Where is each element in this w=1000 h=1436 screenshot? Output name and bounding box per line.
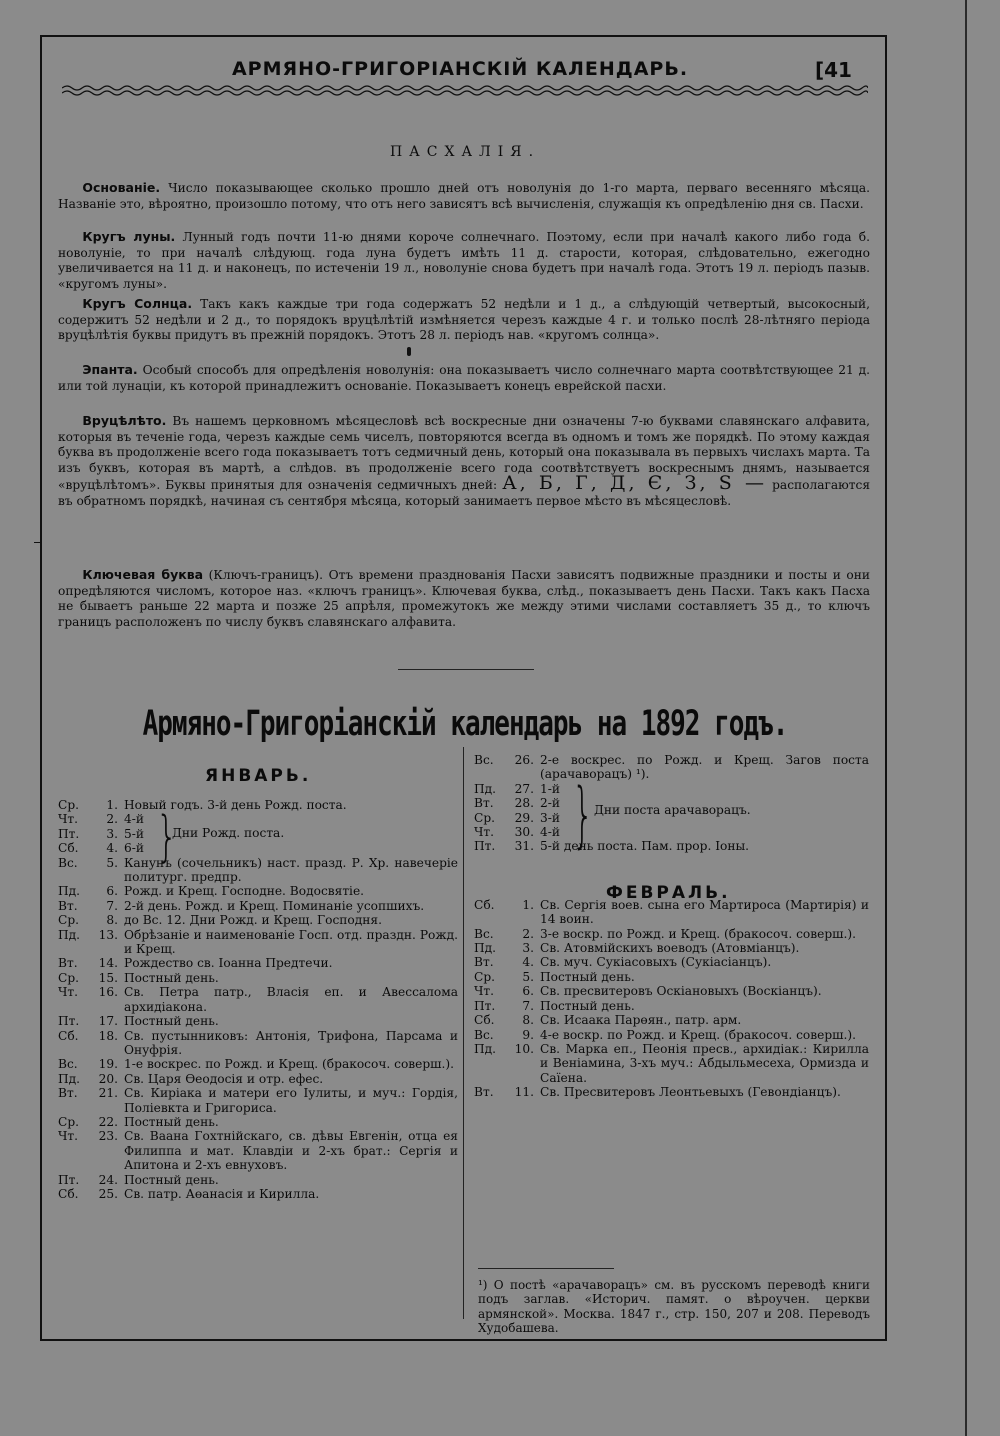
entry-text: Св. Пресвитеровъ Леонтьевыхъ (Гевондіанцъ). [540, 1085, 841, 1100]
day-number: 22. [98, 1114, 118, 1129]
weekday: Ср. [58, 798, 80, 812]
calendar-row [474, 1013, 869, 1027]
entry-text: 1-й [540, 781, 560, 796]
entry-text: Постный день. [124, 970, 219, 985]
calendar-row [58, 1086, 458, 1115]
paragraph-krug-luny [58, 229, 870, 292]
day-number: 1. [106, 798, 118, 812]
section-title: ПАСХАЛІЯ. [389, 144, 541, 160]
group-label: Дни поста арачаворацъ. [594, 802, 751, 817]
paragraph-text: Такъ какъ каждые три года содержатъ 52 недѣли и 1 д., а слѣдующій четвертый, высокосный, содержитъ 52 недѣли и 2 д., то порядокъ вруцѣлѣтій измѣняется черезъ каждые 4 г. и только послѣ 28-лѣтняго періода вруцѣлѣтія буквы придутъ въ прежній порядокъ. Этотъ 28 л. періодъ нав. «кругомъ солнца». [58, 297, 871, 342]
footnote-divider [478, 1268, 614, 1269]
calendar-row [58, 884, 458, 898]
calendar-column-right [474, 753, 869, 1100]
term: Вруцѣлѣто. [82, 413, 167, 428]
paragraph-osnovanie [58, 180, 870, 212]
paragraph-epanta [58, 362, 870, 394]
day-number: 26. [514, 753, 534, 767]
brace-icon: } [156, 805, 178, 870]
paragraph-text: Въ нашемъ церковномъ мѣсяцесловѣ всѣ воскресные дни означены 7-ю буквами славянскаго алфавита, которыя въ теченіе года, черезъ каждые семь чиселъ, повторяются всегда въ одномъ и томъ же порядкѣ. По этому каждая буква въ продолженіе всего года показываетъ тотъ седмичный день, который она показывала въ первыхъ числахъ марта. Та изъ буквъ, которая въ мартѣ, а слѣдов. въ продолженіе всего года соотвѣтствуетъ воскреснымъ днямъ, называется «вруцѣлѣтомъ». Буквы принятыя для означенія седмичныхъ дней: [58, 414, 870, 492]
day-number: 19. [98, 1057, 118, 1072]
month-heading-january: ЯНВАРЬ. [205, 766, 312, 786]
calendar-row [58, 971, 458, 985]
weekday: Сб. [58, 841, 79, 856]
january-column-left [58, 798, 458, 1201]
day-number: 4. [106, 841, 118, 856]
footnote: ¹) О постѣ «арачаворацъ» см. въ русскомъ переводѣ книги подъ заглав. «Историч. памят. о вѣроучен. церкви армянской». Москва. 1847 г., стр. 150, 207 и 208. Переводъ Худобашева. [478, 1278, 870, 1335]
calendar-row [474, 1085, 869, 1099]
weekday: Пд. [474, 781, 497, 796]
day-number: 6. [522, 984, 534, 999]
paragraph-text: (Ключъ-границъ). Отъ времени празднованія Пасхи зависятъ подвижные праздники и посты и они опредѣляются числомъ, которое наз. «ключъ границъ». Ключевая буква, слѣд., показываетъ день Пасхи. Такъ какъ Пасха не бываетъ раньше 22 марта и позже 25 апрѣля, промежутокъ же между этими числами составляетъ 35 д., то ключъ границъ расположенъ по числу буквъ славянскаго алфавита. [58, 568, 871, 629]
weekday: Пд. [474, 1041, 497, 1056]
entry-text: 6-й [124, 841, 144, 856]
weekday: Ср. [474, 969, 496, 984]
entry-text: 3-й [540, 810, 560, 825]
entry-text: Постный день. [124, 1172, 219, 1187]
weekday: Ср. [58, 913, 80, 928]
day-number: 10. [514, 1041, 534, 1056]
entry-text: 4-й [540, 825, 560, 840]
running-header: АРМЯНО-ГРИГОРІАНСКІЙ КАЛЕНДАРЬ. [231, 58, 689, 80]
paragraph-vrucleto [58, 413, 870, 509]
entry-text: Новый годъ. 3-й день Рожд. поста. [124, 798, 347, 812]
weekday: Вт. [58, 956, 78, 971]
entry-text: 3-е воскр. по Рожд. и Крещ. (бракосоч. соверш.). [540, 926, 856, 941]
day-number: 20. [98, 1071, 118, 1086]
entry-text: Св. Исаака Парөян., патр. арм. [540, 1013, 742, 1028]
weekday: Чт. [58, 1129, 79, 1144]
day-number: 24. [98, 1172, 118, 1187]
calendar-row [58, 1173, 458, 1187]
weekday: Пт. [58, 826, 80, 841]
day-number: 3. [522, 941, 534, 956]
entry-text: Св. Ваана Гохтнійскаго, св. дѣвы Евгенін, отца ея Филиппа и мат. Клавдіи и 2-хъ брат.: Сергія и Апитона и 2-хъ евнуховъ. [124, 1129, 458, 1173]
divider [398, 669, 534, 670]
calendar-row [58, 856, 458, 885]
weekday: Вт. [58, 898, 78, 913]
weekday: Пд. [58, 884, 81, 899]
entry-text: Рожд. и Крещ. Господне. Водосвятіе. [124, 884, 365, 899]
calendar-row [58, 841, 458, 855]
entry-text: Постный день. [540, 998, 635, 1013]
weekday: Вс. [58, 855, 78, 870]
calendar-row [474, 955, 869, 969]
entry-text: Обрѣзаніе и наименованіе Госп. отд. праздн. Рожд. и Крещ. [124, 927, 458, 957]
paragraph-text: Особый способъ для опредѣленія новолунія: она показываетъ число солнечнаго марта соотвѣтствующее 21 д. или той лунаціи, къ которой принадлежитъ основаніе. Показываетъ конецъ еврейской пасхи. [58, 363, 870, 393]
weekday: Вт. [474, 955, 494, 970]
calendar-row [58, 1029, 458, 1058]
paragraph-text: Число показывающее сколько прошло дней отъ новолунія до 1-го марта, перваго весенняго мѣсяца. Названіе это, вѣроятно, произошло потому, что отъ него зависятъ всѣ вычисленія, служащія къ опредѣленію дня св. Пасхи. [58, 181, 870, 211]
term: Кругъ Солнца. [82, 296, 193, 311]
weekday: Вт. [474, 796, 494, 811]
calendar-row [474, 825, 869, 839]
day-number: 21. [98, 1086, 118, 1101]
day-number: 17. [98, 1014, 118, 1029]
calendar-row [58, 798, 458, 812]
day-number: 6. [106, 884, 118, 899]
entry-text: Св. пресвитеровъ Оскіановыхъ (Воскіанцъ). [540, 984, 822, 999]
calendar-row [58, 956, 458, 970]
calendar-row [474, 999, 869, 1013]
calendar-title: Армяно-Григоріанскій календарь на 1892 годъ. [142, 704, 788, 745]
slavonic-letters: А, Б, Г, Д, Є, З, Ѕ — [502, 472, 768, 494]
term: Эпанта. [82, 362, 138, 377]
paragraph-klyuch [58, 567, 870, 630]
day-number: 25. [98, 1186, 118, 1201]
calendar-row [474, 782, 869, 796]
entry-text: 1-е воскрес. по Рожд. и Крещ. (бракосоч. соверш.). [124, 1057, 455, 1072]
day-number: 28. [514, 796, 534, 811]
day-number: 15. [98, 970, 118, 985]
calendar-row [474, 1028, 869, 1042]
entry-text: Св. патр. Аөанасія и Кирилла. [124, 1186, 320, 1201]
weekday: Сб. [474, 897, 495, 912]
weekday: Ср. [474, 810, 496, 825]
weekday: Вс. [58, 1057, 78, 1072]
day-number: 4. [522, 955, 534, 970]
weekday: Чт. [474, 825, 495, 840]
weekday: Пд. [58, 927, 81, 942]
calendar-row [58, 928, 458, 957]
entry-text: Св. Сергія воев. сына его Мартироса (Мартирія) и 14 воин. [540, 897, 869, 927]
entry-text: 2-й [540, 796, 560, 811]
calendar-row [58, 1014, 458, 1028]
calendar-row [58, 1129, 458, 1172]
term: Ключевая буква [82, 567, 204, 582]
day-number: 16. [98, 985, 118, 1000]
weekday: Пт. [474, 839, 496, 854]
day-number: 3. [106, 826, 118, 841]
calendar-row [58, 812, 458, 826]
weekday: Сб. [58, 1028, 79, 1043]
weekday: Пт. [58, 1014, 80, 1029]
group-label: Дни Рожд. поста. [172, 826, 285, 841]
weekday: Чт. [474, 984, 495, 999]
day-number: 9. [522, 1027, 534, 1042]
term: Кругъ луны. [82, 229, 176, 244]
entry-text: 5-й [124, 826, 144, 841]
calendar-row [58, 1072, 458, 1086]
entry-text: Постный день. [540, 969, 635, 984]
day-number: 29. [514, 810, 534, 825]
day-number: 11. [514, 1085, 534, 1100]
weekday: Вт. [474, 1085, 494, 1100]
calendar-row [58, 985, 458, 1014]
day-number: 8. [106, 913, 118, 928]
calendar-row [474, 927, 869, 941]
entry-text: Канунъ (сочельникъ) наст. празд. Р. Хр. навечеріе политург. предпр. [124, 855, 458, 885]
day-number: 18. [98, 1028, 118, 1043]
calendar-row [474, 898, 869, 927]
paragraph-text: Лунный годъ почти 11-ю днями короче солнечнаго. Поэтому, если при началѣ какого либо года б. новолуніе, то при началѣ слѣдующ. года луна будетъ имѣть 11 д. старости, которая, слѣдовательно, ежегодно увеличивается на 11 д. и наконецъ, по истеченіи 19 л., новолуніе снова будетъ при началѣ года. Этотъ 19 л. періодъ пазыв. «кругомъ луны». [58, 230, 870, 291]
day-number: 8. [522, 1013, 534, 1028]
entry-text: Св. Атовмійскихъ воеводъ (Атовміанцъ). [540, 941, 800, 956]
calendar-row [58, 913, 458, 927]
wavy-rule [62, 84, 868, 96]
day-number: 13. [98, 927, 118, 942]
weekday: Ср. [58, 1114, 80, 1129]
day-number: 5. [522, 969, 534, 984]
day-number: 7. [522, 998, 534, 1013]
calendar-row [474, 941, 869, 955]
entry-text: Св. Царя Өеодосія и отр. ефес. [124, 1071, 324, 1086]
weekday: Вс. [474, 1027, 494, 1042]
page-number: [41 [815, 58, 852, 82]
day-number: 27. [514, 781, 534, 796]
day-number: 14. [98, 956, 118, 971]
weekday: Вт. [58, 1086, 78, 1101]
entry-text: Постный день. [124, 1014, 219, 1029]
entry-text: 2-е воскрес. по Рожд. и Крещ. Загов поста (арачаворацъ) ¹). [540, 753, 869, 782]
brace-icon: } [572, 773, 594, 858]
entry-text: 4-е воскр. по Рожд. и Крещ. (бракосоч. соверш.). [540, 1027, 856, 1042]
paragraph-text-continued: располагаются въ обратномъ порядкѣ, начиная съ сентября мѣсяца, который занимаетъ первое мѣсто въ мѣсяцесловѣ. [58, 478, 871, 508]
entry-text: Св. Петра патр., Власія еп. и Авессалома архидіакона. [124, 985, 458, 1014]
page-edge-line [965, 0, 967, 1436]
calendar-row [58, 1115, 458, 1129]
calendar-row [474, 984, 869, 998]
entry-text: 4-й [124, 812, 144, 827]
day-number: 30. [514, 825, 534, 840]
entry-text: 5-й день поста. Пам. прор. Іоны. [540, 839, 750, 854]
weekday: Ср. [58, 970, 80, 985]
paragraph-krug-solnca [58, 296, 870, 344]
entry-text: Св. муч. Сукіасовыхъ (Сукіасіанцъ). [540, 955, 772, 970]
weekday: Чт. [58, 985, 79, 1000]
entry-text: Постный день. [124, 1114, 219, 1129]
calendar-row [58, 1187, 458, 1201]
day-number: 2. [106, 812, 118, 827]
weekday: Сб. [58, 1186, 79, 1201]
month-spacer [474, 854, 869, 898]
calendar-row [58, 899, 458, 913]
day-number: 7. [106, 898, 118, 913]
day-number: 5. [106, 855, 118, 870]
day-number: 23. [98, 1129, 118, 1144]
weekday: Пд. [474, 941, 497, 956]
ink-mark [407, 347, 411, 356]
day-number: 1. [522, 897, 534, 912]
weekday: Пт. [58, 1172, 80, 1187]
day-number: 31. [514, 839, 534, 854]
weekday: Вс. [474, 753, 494, 767]
ink-mark [34, 542, 40, 543]
calendar-row [474, 753, 869, 782]
weekday: Пт. [474, 998, 496, 1013]
calendar-row [474, 839, 869, 853]
term: Основаніе. [82, 180, 161, 195]
entry-text: Рождество св. Іоанна Предтечи. [124, 956, 333, 971]
calendar-row [474, 970, 869, 984]
entry-text: Св. Марка еп., Пеонія пресв., архидіак.: Кирилла и Веніамина, 3-хъ муч.: Абдыльмесеха, Ормизда и Саїена. [540, 1041, 869, 1085]
weekday: Сб. [474, 1013, 495, 1028]
month-heading-february: ФЕВРАЛЬ. [606, 883, 731, 903]
column-divider [463, 747, 464, 1319]
calendar-row [58, 1057, 458, 1071]
calendar-row [474, 1042, 869, 1085]
weekday: Чт. [58, 812, 79, 827]
day-number: 2. [522, 926, 534, 941]
weekday: Вс. [474, 926, 494, 941]
entry-text: до Вс. 12. Дни Рожд. и Крещ. Господня. [124, 913, 382, 928]
entry-text: Св. пустынниковъ: Антонія, Трифона, Парсама и Онуфрія. [124, 1028, 458, 1057]
entry-text: 2-й день. Рожд. и Крещ. Поминаніе усопшихъ. [124, 898, 425, 913]
entry-text: Св. Киріака и матери его Іулиты, и муч.: Гордія, Поліевкта и Григориса. [124, 1086, 458, 1115]
weekday: Пд. [58, 1071, 81, 1086]
